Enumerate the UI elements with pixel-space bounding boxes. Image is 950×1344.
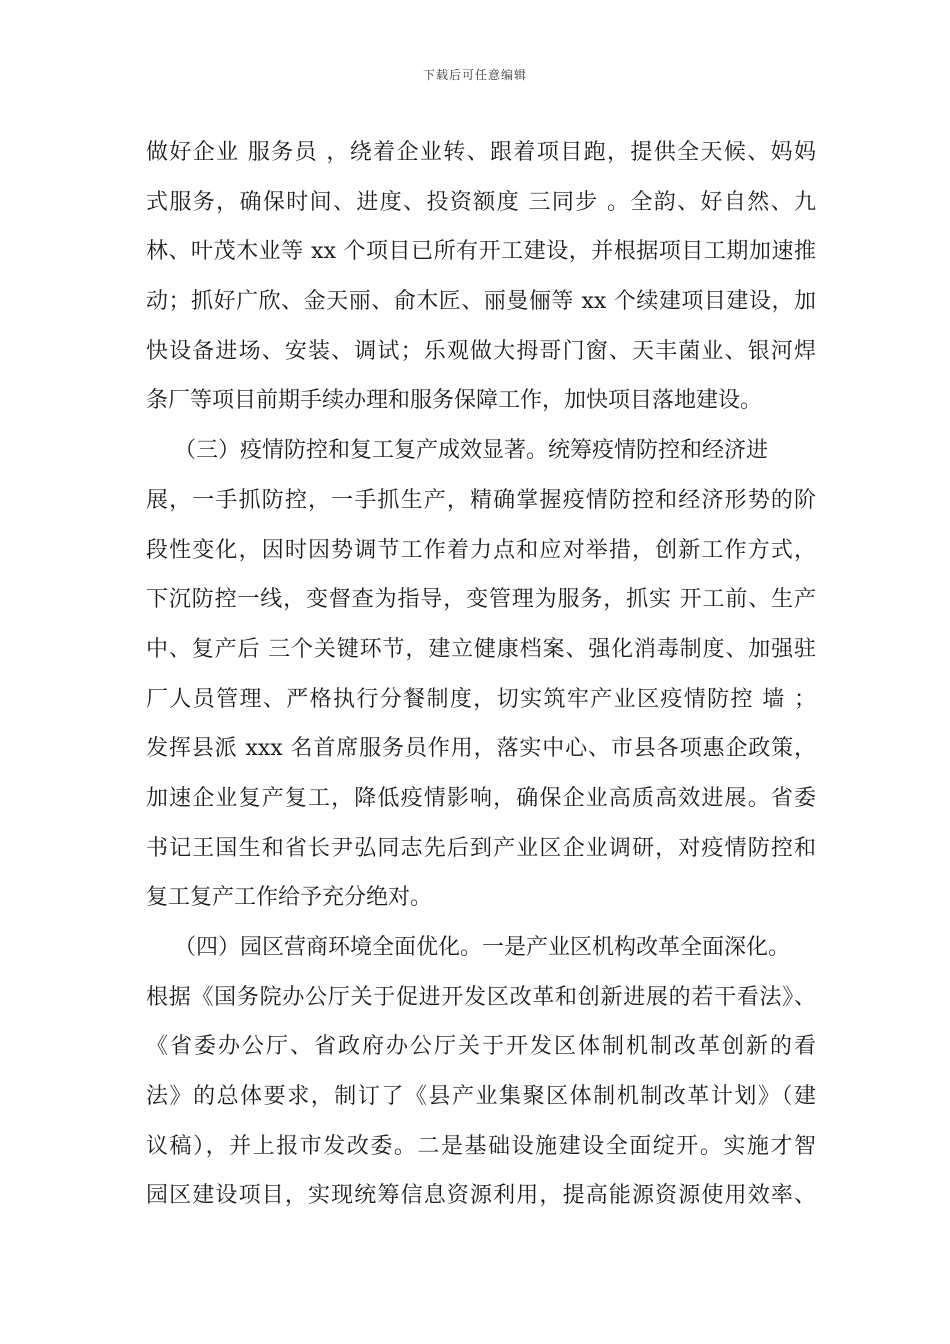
text-line: （四）园区营商环境全面优化。一是产业区机构改革全面深化。 bbox=[146, 935, 790, 960]
text-line: 发挥县派 xxx 名首席服务员作用，落实中心、市县各项惠企政策， bbox=[146, 736, 816, 762]
text-line: 展，一手抓防控，一手抓生产，精确掌握疫情防控和经济形势的阶 bbox=[146, 487, 816, 513]
text-line: 式服务，确保时间、进度、投资额度 三同步 。全韵、好自然、九 bbox=[146, 189, 816, 215]
text-line: 书记王国生和省长尹弘同志先后到产业区企业调研，对疫情防控和 bbox=[146, 835, 816, 861]
text-line: 《省委办公厅、省政府办公厅关于开发区体制机制改革创新的看 bbox=[146, 1034, 816, 1060]
text-line: 做好企业 服务员 ，绕着企业转、跟着项目跑，提供全天候、妈妈 bbox=[146, 140, 816, 165]
text-line: 厂人员管理、严格执行分餐制度，切实筑牢产业区疫情防控 墙 ； bbox=[146, 686, 816, 712]
text-line: （三）疫情防控和复工复产成效显著。统筹疫情防控和经济进 bbox=[146, 438, 768, 464]
page-header-note: 下载后可任意编辑 bbox=[422, 68, 527, 82]
text-line: 下沉防控一线，变督查为指导，变管理为服务，抓实 开工前、生产 bbox=[146, 587, 816, 613]
text-line: 中、复产后 三个关键环节，建立健康档案、强化消毒制度、加强驻 bbox=[146, 636, 816, 662]
text-line: 林、叶茂木业等 xx 个项目已所有开工建设，并根据项目工期加速推 bbox=[146, 239, 816, 265]
text-line: 条厂等项目前期手续办理和服务保障工作，加快项目落地建设。 bbox=[146, 388, 763, 414]
text-line: 复工复产工作给予充分绝对。 bbox=[146, 885, 433, 911]
document-body bbox=[146, 128, 816, 1221]
text-line: 加速企业复产复工，降低疫情影响，确保企业高质高效进展。省委 bbox=[146, 785, 816, 811]
text-line: 快设备进场、安装、调试；乐观做大拇哥门窗、天丰菌业、银河焊 bbox=[146, 338, 816, 364]
text-line: 法》的总体要求，制订了《县产业集聚区体制机制改革计划》（建 bbox=[146, 1084, 816, 1110]
text-line: 议稿），并上报市发改委。二是基础设施建设全面绽开。实施才智 bbox=[146, 1133, 816, 1159]
text-line: 园区建设项目，实现统筹信息资源利用，提高能源资源使用效率、 bbox=[146, 1183, 816, 1209]
text-line: 动；抓好广欣、金天丽、俞木匠、丽曼俪等 xx 个续建项目建设，加 bbox=[146, 289, 816, 315]
text-line: 根据《国务院办公厅关于促进开发区改革和创新进展的若干看法》、 bbox=[146, 984, 816, 1010]
text-line: 段性变化，因时因势调节工作着力点和应对举措，创新工作方式， bbox=[146, 537, 816, 563]
